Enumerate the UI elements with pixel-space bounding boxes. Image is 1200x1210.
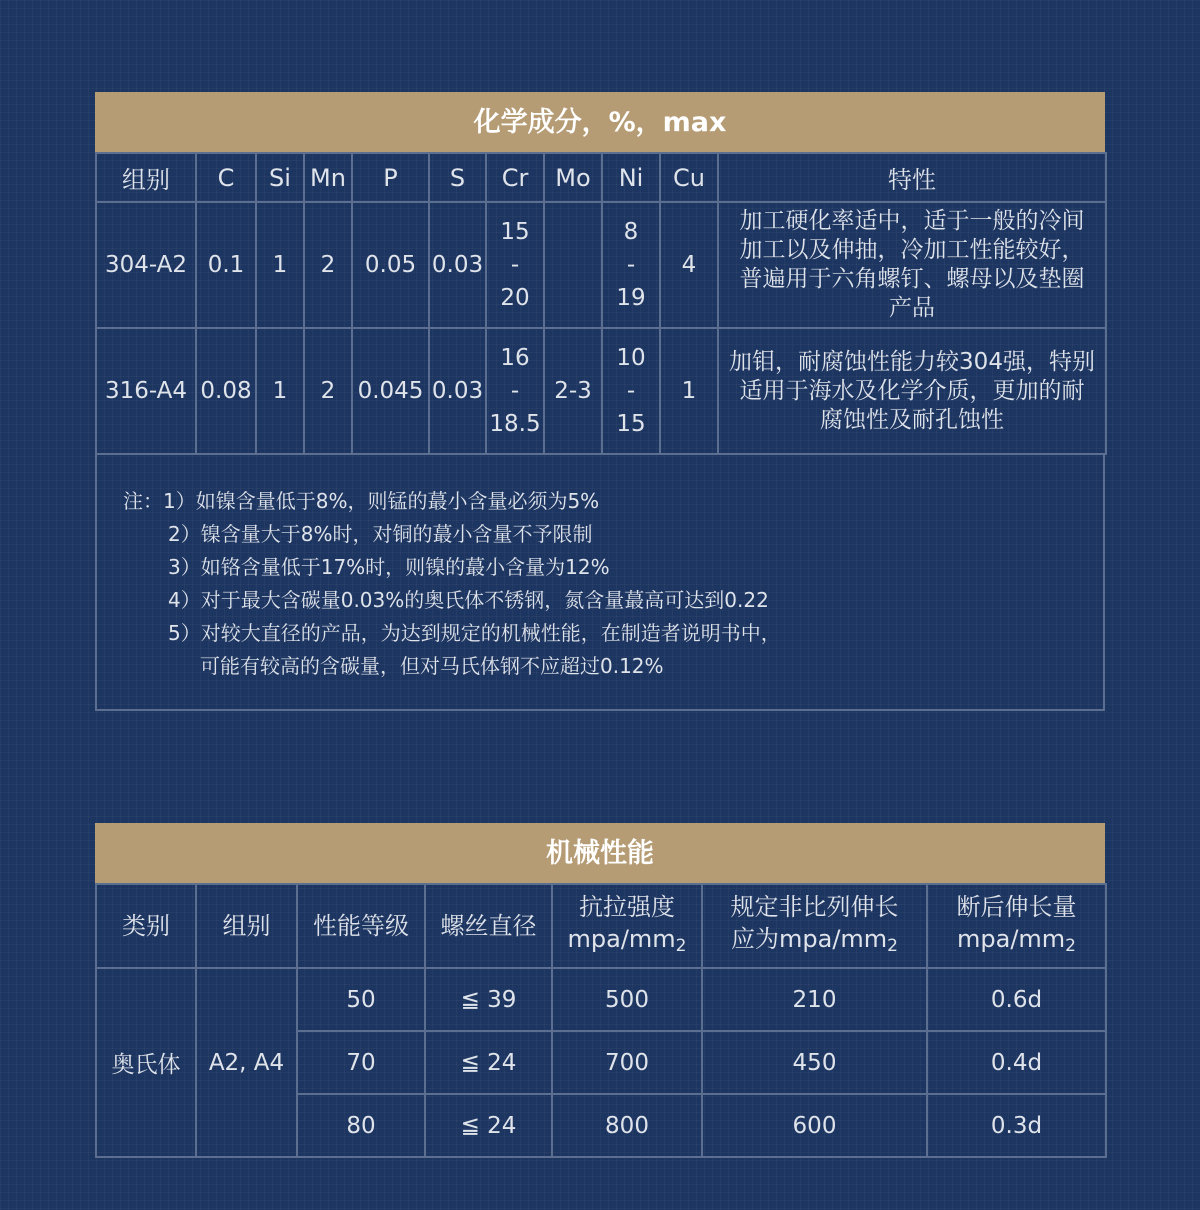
cell-s: 0.03 <box>429 328 486 454</box>
note-line: 注：1）如镍含量低于8%，则锰的蕞小含量必须为5% <box>123 489 600 513</box>
ni-dash: - <box>626 377 636 404</box>
header-p: P <box>352 153 429 202</box>
cell-c: 0.08 <box>196 328 256 454</box>
cell-si: 1 <box>256 328 304 454</box>
cell-proof: 600 <box>702 1094 927 1157</box>
table-header-row <box>96 884 1106 968</box>
header-proof-label: 规定非比列伸长 <box>730 892 899 921</box>
header-s: S <box>429 153 486 202</box>
ni-min: 8 <box>623 218 639 245</box>
header-tensile <box>552 884 702 968</box>
cell-diameter: ≦ 24 <box>425 1031 552 1094</box>
note-line: 5）对较大直径的产品，为达到规定的机械性能，在制造者说明书中， <box>168 621 781 645</box>
cr-max: 20 <box>500 284 530 311</box>
header-tensile-label: 抗拉强度 <box>579 892 675 921</box>
header-cr: Cr <box>486 153 544 202</box>
cell-proof: 450 <box>702 1031 927 1094</box>
cell-grade: 70 <box>297 1031 425 1094</box>
cell-diameter: ≦ 24 <box>425 1094 552 1157</box>
cell-mn: 2 <box>304 202 352 328</box>
cell-cu: 1 <box>660 328 718 454</box>
cell-mo: 2-3 <box>544 328 602 454</box>
cell-tensile: 800 <box>552 1094 702 1157</box>
cell-cu: 4 <box>660 202 718 328</box>
header-proof <box>702 884 927 968</box>
table-header-row <box>96 153 1106 202</box>
mechanical-properties-panel <box>95 823 1105 1158</box>
cell-grade: 80 <box>297 1094 425 1157</box>
cell-ni <box>602 328 660 454</box>
ni-dash: - <box>626 251 636 278</box>
chemical-composition-title: 化学成分，%，max <box>95 92 1105 152</box>
header-mn: Mn <box>304 153 352 202</box>
header-elongation-label: 断后伸长量 <box>956 892 1077 921</box>
cr-dash: - <box>510 251 520 278</box>
cell-mo <box>544 202 602 328</box>
note-line: 3）如铬含量低于17%时，则镍的蕞小含量为12% <box>168 555 610 579</box>
header-group: 组别 <box>96 153 196 202</box>
cell-p: 0.045 <box>352 328 429 454</box>
note-line: 4）对于最大含碳量0.03%的奥氏体不锈钢，氮含量蕞高可达到0.22 <box>168 588 769 612</box>
header-c: C <box>196 153 256 202</box>
cell-c: 0.1 <box>196 202 256 328</box>
header-tensile-unit: mpa/$mm_2$ <box>567 924 687 956</box>
cell-group: A2, A4 <box>196 968 297 1157</box>
header-grade: 性能等级 <box>297 884 425 968</box>
cell-tensile: 500 <box>552 968 702 1031</box>
cell-group: 316-A4 <box>96 328 196 454</box>
header-ni: Ni <box>602 153 660 202</box>
header-mo: Mo <box>544 153 602 202</box>
notes-box <box>95 455 1105 711</box>
cell-ni <box>602 202 660 328</box>
cell-group: 304-A2 <box>96 202 196 328</box>
cell-grade: 50 <box>297 968 425 1031</box>
header-elongation <box>927 884 1106 968</box>
header-si: Si <box>256 153 304 202</box>
header-cu: Cu <box>660 153 718 202</box>
chemical-composition-table <box>95 152 1107 455</box>
cell-property: 加钼，耐腐蚀性能力较304强，特别适用于海水及化学介质，更加的耐腐蚀性及耐孔蚀性 <box>718 328 1106 454</box>
note-line: 2）镍含量大于8%时，对铜的蕞小含量不予限制 <box>168 522 593 546</box>
chemical-composition-panel <box>95 92 1105 711</box>
cell-elongation: 0.6d <box>927 968 1106 1031</box>
table-row <box>96 968 1106 1031</box>
header-diameter: 螺丝直径 <box>425 884 552 968</box>
ni-max: 19 <box>616 284 646 311</box>
cell-cr <box>486 328 544 454</box>
header-group: 组别 <box>196 884 297 968</box>
cr-min: 15 <box>500 218 530 245</box>
cr-min: 16 <box>500 344 530 371</box>
header-elongation-unit: mpa/$mm_2$ <box>957 924 1076 956</box>
cell-property: 加工硬化率适中，适于一般的冷间加工以及伸抽，冷加工性能较好，普遍用于六角螺钉、螺母以及垫圈产品 <box>718 202 1106 328</box>
header-property: 特性 <box>718 153 1106 202</box>
cell-proof: 210 <box>702 968 927 1031</box>
cell-cr <box>486 202 544 328</box>
mechanical-properties-title: 机械性能 <box>95 823 1105 883</box>
ni-max: 15 <box>616 410 646 437</box>
cell-elongation: 0.3d <box>927 1094 1106 1157</box>
cell-diameter: ≦ 39 <box>425 968 552 1031</box>
table-row <box>96 328 1106 454</box>
cr-max: 18.5 <box>489 410 541 437</box>
cell-elongation: 0.4d <box>927 1031 1106 1094</box>
cell-si: 1 <box>256 202 304 328</box>
mechanical-properties-table <box>95 883 1107 1158</box>
cr-dash: - <box>510 377 520 404</box>
cell-category: 奥氏体 <box>96 968 196 1157</box>
table-row <box>96 202 1106 328</box>
cell-mn: 2 <box>304 328 352 454</box>
cell-tensile: 700 <box>552 1031 702 1094</box>
cell-p: 0.05 <box>352 202 429 328</box>
ni-min: 10 <box>616 344 646 371</box>
header-category: 类别 <box>96 884 196 968</box>
cell-s: 0.03 <box>429 202 486 328</box>
header-proof-unit: 应为mpa/$mm_2$ <box>731 924 898 956</box>
note-line: 可能有较高的含碳量，但对马氏体钢不应超过0.12% <box>200 654 664 678</box>
